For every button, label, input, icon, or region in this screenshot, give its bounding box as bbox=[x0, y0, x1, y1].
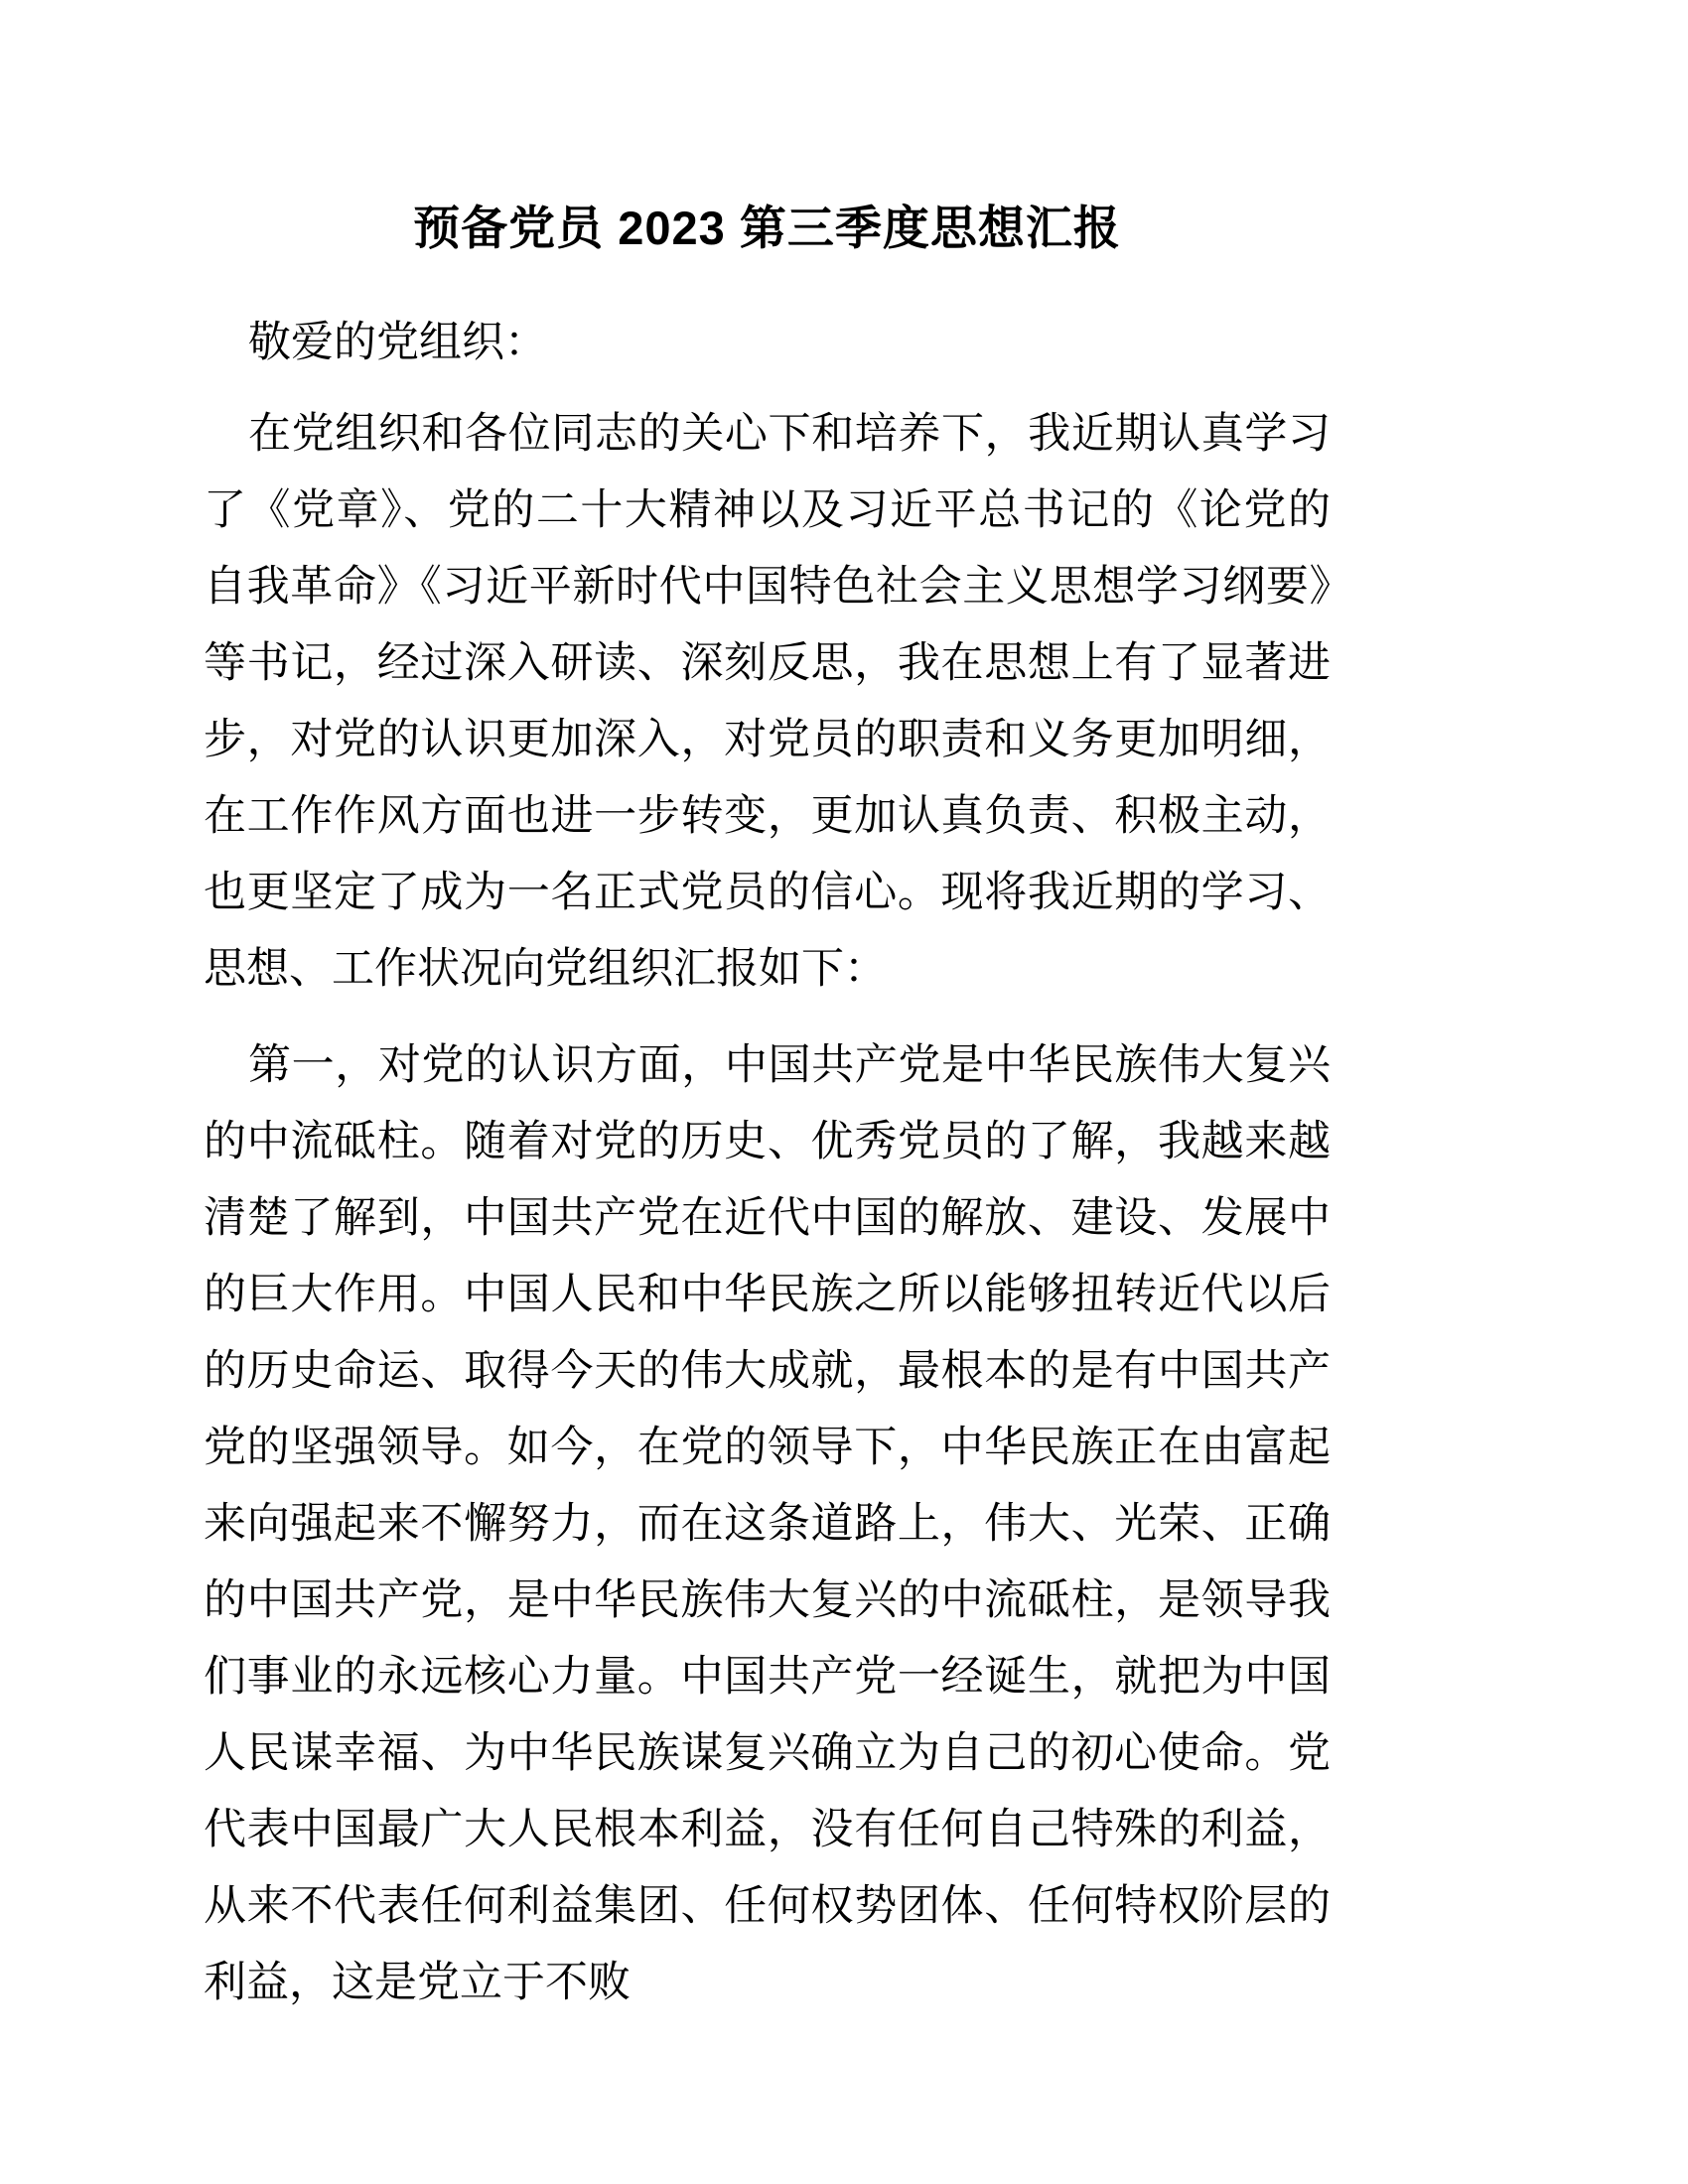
document-title: 预备党员 2023 第三季度思想汇报 bbox=[413, 202, 1121, 254]
paragraph-introduction: 在党组织和各位同志的关心下和培养下，我近期认真学习了《党章》、党的二十大精神以及习近平总书记的《论党的自我革命》《习近平新时代中国特色社会主义思想学习纲要》等书记，经过深入研读、深刻反思，我在思想上有了显著进步，对党的认识更加深入，对党员的职责和义务更加明细，在工作作风方面也进一步转变，更加认真负责、积极主动，也更坚定了成为一名正式党员的信心。现将我近期的学习、思想、工作状况向党组织汇报如下： bbox=[204, 410, 1331, 993]
paragraph-first-point: 第一，对党的认识方面，中国共产党是中华民族伟大复兴的中流砥柱。随着对党的历史、优秀党员的了解，我越来越清楚了解到，中国共产党在近代中国的解放、建设、发展中的巨大作用。中国人民和中华民族之所以能够扭转近代以后的历史命运、取得今天的伟大成就，最根本的是有中国共产党的坚强领导。如今，在党的领导下，中华民族正在由富起来向强起来不懈努力，而在这条道路上，伟大、光荣、正确的中国共产党，是中华民族伟大复兴的中流砥柱，是领导我们事业的永远核心力量。中国共产党一经诞生，就把为中国人民谋幸福、为中华民族谋复兴确立为自己的初心使命。党代表中国最广大人民根本利益，没有任何自己特殊的利益，从来不代表任何利益集团、任何权势团体、任何特权阶层的利益，这是党立于不败 bbox=[204, 1041, 1331, 2006]
salutation-line: 敬爱的党组织： bbox=[248, 319, 547, 366]
